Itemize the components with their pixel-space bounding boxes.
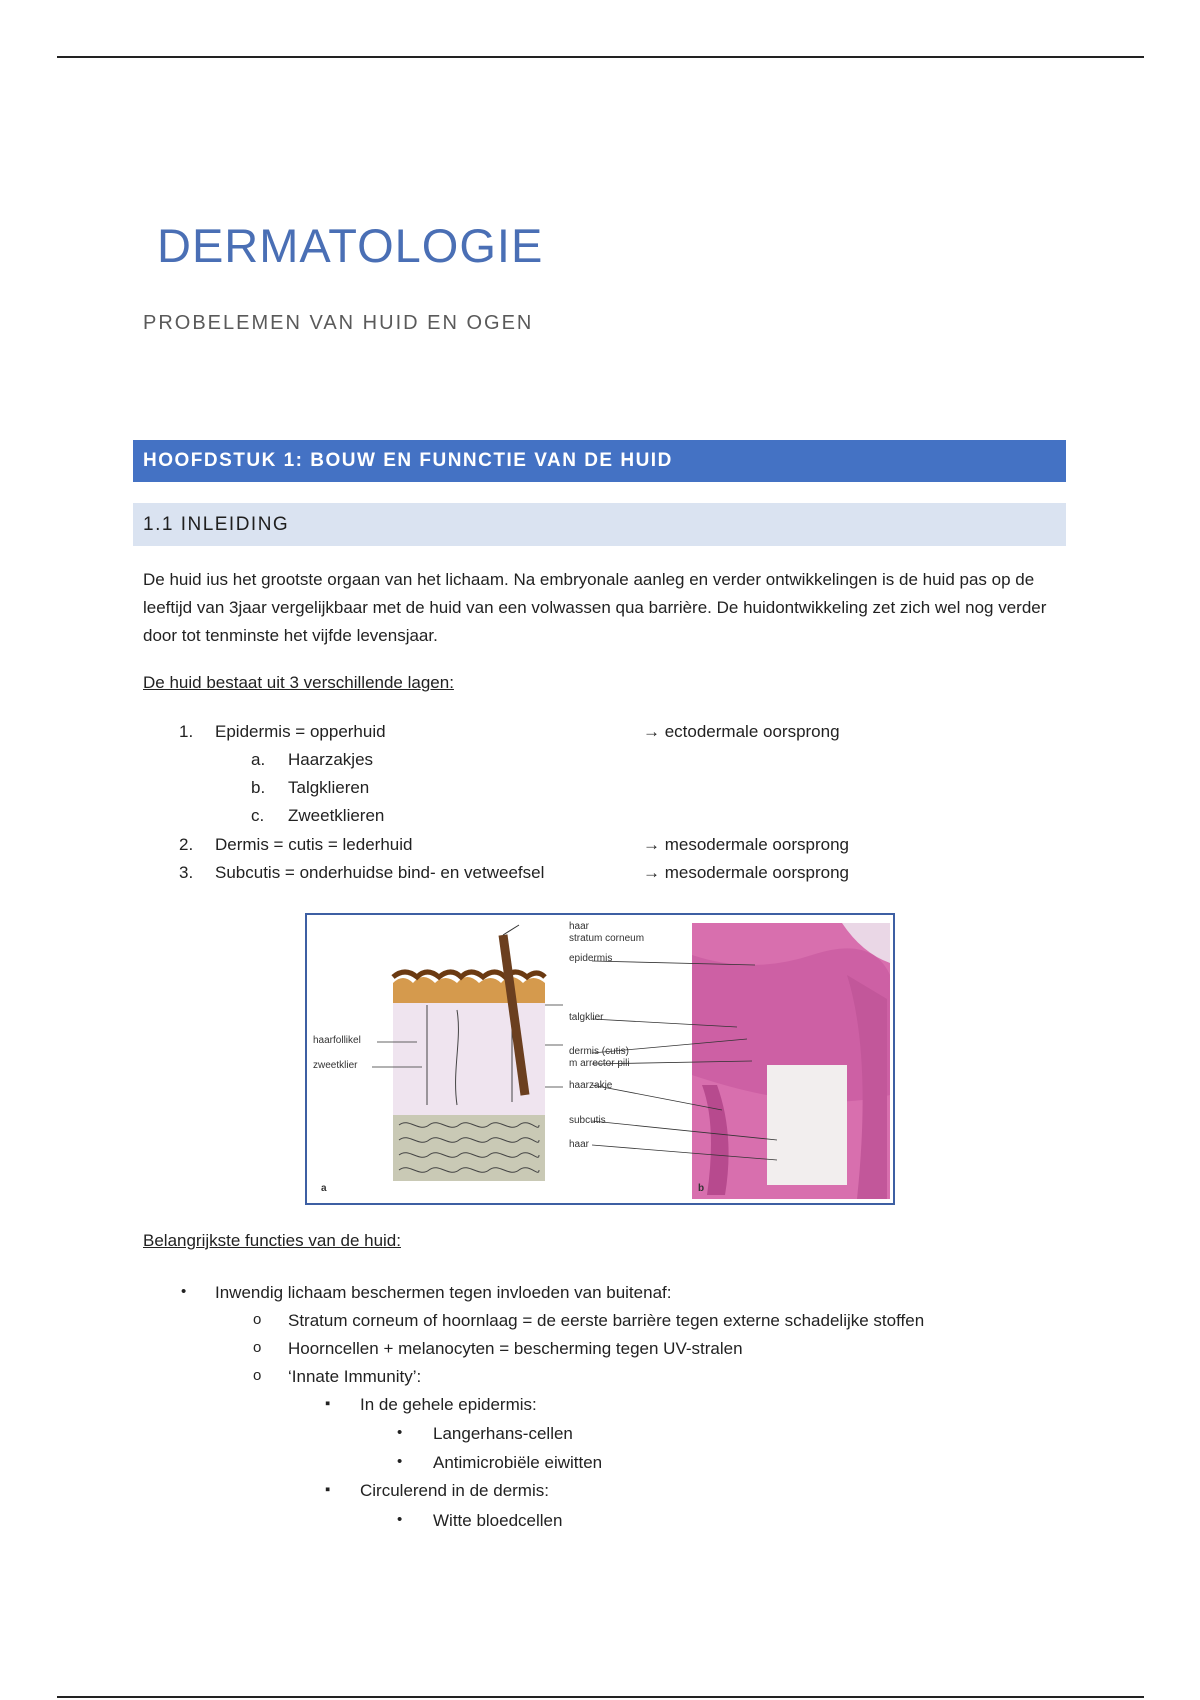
label-haarzakje: haarzakje xyxy=(569,1080,613,1091)
document-title: DERMATOLOGIE xyxy=(157,219,544,272)
function-subitem: Hoorncellen + melanocyten = bescherming tegen UV-stralen xyxy=(288,1339,743,1358)
list-number: 3. xyxy=(179,863,194,882)
label-stratum: stratum corneum xyxy=(569,933,645,944)
circle-bullet-icon: o xyxy=(253,1367,262,1384)
function-leaf: Witte bloedcellen xyxy=(433,1511,563,1530)
skin-figure xyxy=(305,913,895,1205)
layer-dermis: Dermis = cutis = lederhuid xyxy=(215,835,413,854)
label-dermis: dermis (cutis) xyxy=(569,1046,630,1057)
header-rule xyxy=(57,56,1144,58)
circle-bullet-icon: o xyxy=(253,1339,262,1356)
label-zweetklier: zweetklier xyxy=(313,1060,358,1071)
label-talgklier: talgklier xyxy=(569,1012,604,1023)
function-subsubitem: Circulerend in de dermis: xyxy=(360,1481,549,1500)
function-subitem: Stratum corneum of hoornlaag = de eerste barrière tegen externe schadelijke stoffen xyxy=(288,1311,925,1330)
label-haar: haar xyxy=(569,921,590,932)
sub-item: Zweetklieren xyxy=(288,806,385,825)
layer-epidermis: Epidermis = opperhuid xyxy=(215,722,386,741)
list-number: 2. xyxy=(179,835,194,854)
footer-rule xyxy=(57,1696,1144,1698)
chapter-heading: HOOFDSTUK 1: BOUW EN FUNNCTIE VAN DE HUID xyxy=(133,440,1066,482)
sub-item: Talgklieren xyxy=(288,778,370,797)
sub-letter: c. xyxy=(251,806,265,825)
layers-heading: De huid bestaat uit 3 verschillende lagen: xyxy=(143,673,454,692)
sub-letter: a. xyxy=(251,750,266,769)
function-subitem: ‘Innate Immunity’: xyxy=(288,1367,422,1386)
panel-a-label: a xyxy=(321,1183,327,1194)
panel-b-label: b xyxy=(698,1183,705,1194)
circle-bullet-icon: o xyxy=(253,1311,262,1328)
section-heading: 1.1 INLEIDING xyxy=(133,503,1066,546)
list-number: 1. xyxy=(179,722,194,741)
sub-letter: b. xyxy=(251,778,266,797)
layer-subcutis: Subcutis = onderhuidse bind- en vetweefsel xyxy=(215,863,545,882)
disc-bullet-icon: • xyxy=(397,1424,403,1441)
label-subcutis: subcutis xyxy=(569,1115,606,1126)
label-haarfollikel: haarfollikel xyxy=(313,1035,361,1046)
intro-paragraph: De huid ius het grootste orgaan van het lichaam. Na embryonale aanleg en verder ontwikkelingen is de huid pas op de leeftijd van 3jaar vergelijkbaar met de huid van een volwassen qua barrière. De huidontwikkeling zet zich wel nog verder door tot tenminste het vijfde levensjaar. xyxy=(143,570,1047,645)
functions-heading: Belangrijkste functies van de huid: xyxy=(143,1231,401,1250)
disc-bullet-icon: • xyxy=(181,1283,187,1300)
square-bullet-icon: ▪ xyxy=(325,1395,331,1412)
layer-origin: → mesodermale oorsprong xyxy=(643,863,849,882)
disc-bullet-icon: • xyxy=(397,1453,403,1470)
layer-origin: → mesodermale oorsprong xyxy=(643,835,849,854)
disc-bullet-icon: • xyxy=(397,1511,403,1528)
layer-origin: → ectodermale oorsprong xyxy=(643,722,840,741)
function-leaf: Langerhans-cellen xyxy=(433,1424,573,1443)
function-item: Inwendig lichaam beschermen tegen invloeden van buitenaf: xyxy=(215,1283,672,1302)
sub-item: Haarzakjes xyxy=(288,750,374,769)
label-arrector: m arrector pili xyxy=(569,1058,630,1069)
label-haar-bottom: haar xyxy=(569,1139,590,1150)
label-epidermis: epidermis xyxy=(569,953,613,964)
document-subtitle: PROBELEMEN VAN HUID EN OGEN xyxy=(143,312,534,334)
function-leaf: Antimicrobiële eiwitten xyxy=(433,1453,603,1472)
function-subsubitem: In de gehele epidermis: xyxy=(360,1395,537,1414)
square-bullet-icon: ▪ xyxy=(325,1481,331,1498)
